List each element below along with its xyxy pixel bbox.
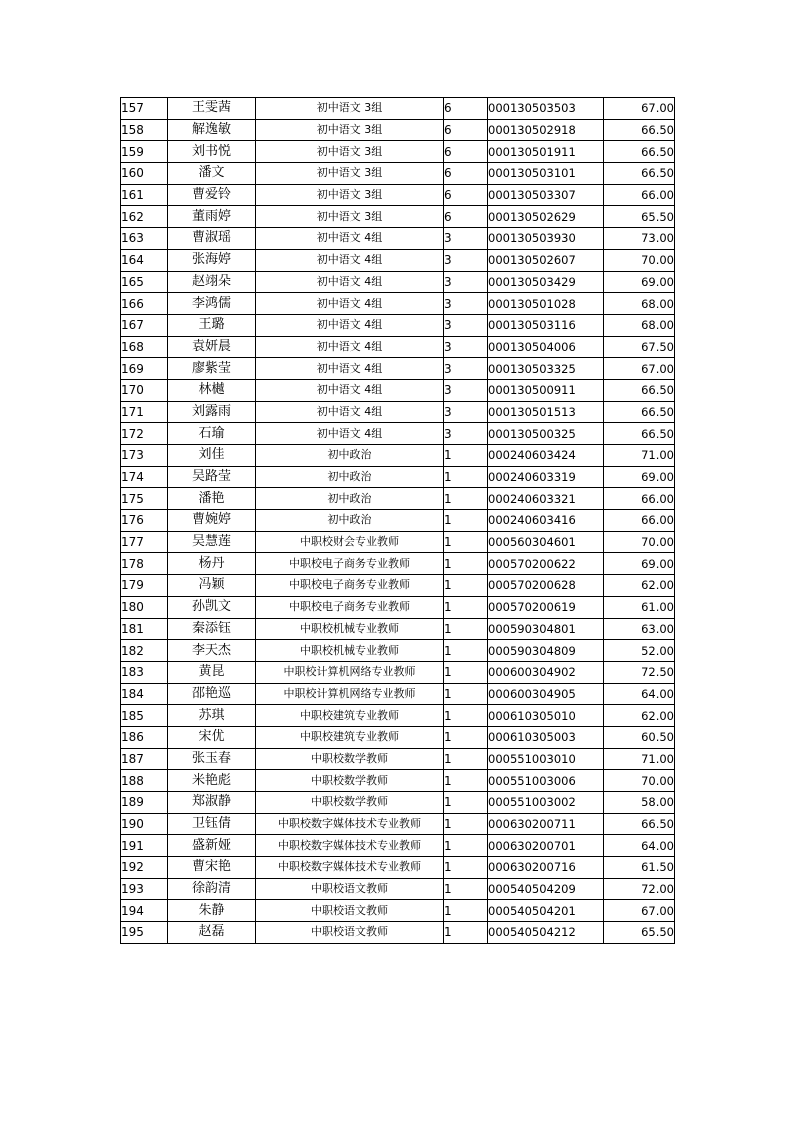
position-cell: 初中语文 4组 <box>256 379 444 401</box>
score-cell: 67.00 <box>604 358 675 380</box>
candidate-name-cell: 潘文 <box>168 163 256 185</box>
position-cell: 中职校语文教师 <box>256 878 444 900</box>
quota-cell: 1 <box>444 553 488 575</box>
score-cell: 61.00 <box>604 596 675 618</box>
exam-number-cell: 000610305003 <box>488 726 604 748</box>
table-row <box>121 922 675 944</box>
table-row <box>121 510 675 532</box>
row-seq-cell: 190 <box>121 813 168 835</box>
row-seq-cell: 195 <box>121 922 168 944</box>
row-seq-cell: 181 <box>121 618 168 640</box>
candidate-name-cell: 董雨婷 <box>168 206 256 228</box>
table-row <box>121 488 675 510</box>
exam-number-cell: 000130503101 <box>488 163 604 185</box>
row-seq-cell: 184 <box>121 683 168 705</box>
score-cell: 61.50 <box>604 857 675 879</box>
candidate-name-cell: 袁妍晨 <box>168 336 256 358</box>
candidate-name-cell: 曹婉婷 <box>168 510 256 532</box>
table-row <box>121 683 675 705</box>
candidate-name-cell: 李鸿儒 <box>168 293 256 315</box>
exam-number-cell: 000600304905 <box>488 683 604 705</box>
row-seq-cell: 193 <box>121 878 168 900</box>
table-row <box>121 336 675 358</box>
row-seq-cell: 185 <box>121 705 168 727</box>
quota-cell: 6 <box>444 184 488 206</box>
exam-number-cell: 000130504006 <box>488 336 604 358</box>
candidate-name-cell: 赵磊 <box>168 922 256 944</box>
candidate-name-cell: 曹淑瑶 <box>168 228 256 250</box>
table-row <box>121 748 675 770</box>
score-cell: 70.00 <box>604 249 675 271</box>
candidate-name-cell: 刘佳 <box>168 445 256 467</box>
quota-cell: 1 <box>444 531 488 553</box>
row-seq-cell: 164 <box>121 249 168 271</box>
candidate-name-cell: 吴路莹 <box>168 466 256 488</box>
position-cell: 中职校语文教师 <box>256 900 444 922</box>
table-row <box>121 596 675 618</box>
candidate-name-cell: 刘露雨 <box>168 401 256 423</box>
candidate-name-cell: 张海婷 <box>168 249 256 271</box>
table-row <box>121 878 675 900</box>
quota-cell: 3 <box>444 401 488 423</box>
quota-cell: 1 <box>444 488 488 510</box>
exam-number-cell: 000130503429 <box>488 271 604 293</box>
position-cell: 初中语文 4组 <box>256 423 444 445</box>
row-seq-cell: 167 <box>121 314 168 336</box>
quota-cell: 1 <box>444 596 488 618</box>
candidate-name-cell: 孙凯文 <box>168 596 256 618</box>
score-cell: 68.00 <box>604 314 675 336</box>
quota-cell: 3 <box>444 271 488 293</box>
candidate-name-cell: 卫钰倩 <box>168 813 256 835</box>
quota-cell: 3 <box>444 314 488 336</box>
position-cell: 中职校数字媒体技术专业教师 <box>256 835 444 857</box>
score-cell: 71.00 <box>604 445 675 467</box>
exam-number-cell: 000551003010 <box>488 748 604 770</box>
score-cell: 73.00 <box>604 228 675 250</box>
score-cell: 69.00 <box>604 553 675 575</box>
quota-cell: 1 <box>444 661 488 683</box>
exam-number-cell: 000570200628 <box>488 575 604 597</box>
quota-cell: 1 <box>444 618 488 640</box>
candidate-name-cell: 王璐 <box>168 314 256 336</box>
quota-cell: 6 <box>444 141 488 163</box>
table-row <box>121 314 675 336</box>
row-seq-cell: 186 <box>121 726 168 748</box>
position-cell: 中职校数学教师 <box>256 792 444 814</box>
score-cell: 66.00 <box>604 510 675 532</box>
score-cell: 66.00 <box>604 488 675 510</box>
candidate-name-cell: 朱静 <box>168 900 256 922</box>
candidate-name-cell: 米艳彪 <box>168 770 256 792</box>
candidate-name-cell: 曹爱铃 <box>168 184 256 206</box>
score-cell: 66.00 <box>604 184 675 206</box>
candidate-table <box>120 97 675 944</box>
row-seq-cell: 162 <box>121 206 168 228</box>
quota-cell: 1 <box>444 813 488 835</box>
quota-cell: 1 <box>444 900 488 922</box>
exam-number-cell: 000130502607 <box>488 249 604 271</box>
candidate-name-cell: 邵艳巡 <box>168 683 256 705</box>
exam-number-cell: 000630200701 <box>488 835 604 857</box>
position-cell: 初中语文 4组 <box>256 314 444 336</box>
position-cell: 初中语文 4组 <box>256 401 444 423</box>
exam-number-cell: 000551003006 <box>488 770 604 792</box>
score-cell: 62.00 <box>604 575 675 597</box>
position-cell: 中职校语文教师 <box>256 922 444 944</box>
position-cell: 初中语文 4组 <box>256 271 444 293</box>
candidate-name-cell: 林樾 <box>168 379 256 401</box>
quota-cell: 1 <box>444 922 488 944</box>
table-row <box>121 445 675 467</box>
exam-number-cell: 000130500911 <box>488 379 604 401</box>
candidate-name-cell: 苏琪 <box>168 705 256 727</box>
table-row <box>121 98 675 120</box>
row-seq-cell: 160 <box>121 163 168 185</box>
quota-cell: 1 <box>444 683 488 705</box>
score-cell: 67.00 <box>604 98 675 120</box>
quota-cell: 3 <box>444 249 488 271</box>
row-seq-cell: 159 <box>121 141 168 163</box>
score-cell: 63.00 <box>604 618 675 640</box>
candidate-name-cell: 张玉春 <box>168 748 256 770</box>
exam-number-cell: 000130502918 <box>488 119 604 141</box>
score-cell: 66.50 <box>604 163 675 185</box>
score-cell: 70.00 <box>604 770 675 792</box>
exam-number-cell: 000240603424 <box>488 445 604 467</box>
quota-cell: 1 <box>444 857 488 879</box>
position-cell: 初中政治 <box>256 510 444 532</box>
quota-cell: 6 <box>444 163 488 185</box>
exam-number-cell: 000590304801 <box>488 618 604 640</box>
position-cell: 初中语文 3组 <box>256 98 444 120</box>
position-cell: 初中语文 4组 <box>256 358 444 380</box>
table-row <box>121 249 675 271</box>
exam-number-cell: 000570200622 <box>488 553 604 575</box>
score-cell: 68.00 <box>604 293 675 315</box>
row-seq-cell: 177 <box>121 531 168 553</box>
quota-cell: 3 <box>444 358 488 380</box>
candidate-name-cell: 李天杰 <box>168 640 256 662</box>
table-row <box>121 770 675 792</box>
candidate-name-cell: 盛新娅 <box>168 835 256 857</box>
position-cell: 中职校数学教师 <box>256 770 444 792</box>
score-cell: 66.50 <box>604 423 675 445</box>
row-seq-cell: 174 <box>121 466 168 488</box>
exam-number-cell: 000130503116 <box>488 314 604 336</box>
score-cell: 52.00 <box>604 640 675 662</box>
score-cell: 65.50 <box>604 922 675 944</box>
score-cell: 58.00 <box>604 792 675 814</box>
candidate-name-cell: 冯颖 <box>168 575 256 597</box>
quota-cell: 3 <box>444 293 488 315</box>
exam-number-cell: 000130501911 <box>488 141 604 163</box>
candidate-name-cell: 廖紫莹 <box>168 358 256 380</box>
quota-cell: 3 <box>444 336 488 358</box>
row-seq-cell: 170 <box>121 379 168 401</box>
candidate-name-cell: 吴慧莲 <box>168 531 256 553</box>
exam-number-cell: 000600304902 <box>488 661 604 683</box>
candidate-name-cell: 潘艳 <box>168 488 256 510</box>
quota-cell: 3 <box>444 379 488 401</box>
candidate-name-cell: 杨丹 <box>168 553 256 575</box>
position-cell: 中职校电子商务专业教师 <box>256 575 444 597</box>
row-seq-cell: 178 <box>121 553 168 575</box>
score-cell: 66.50 <box>604 813 675 835</box>
score-cell: 64.00 <box>604 683 675 705</box>
score-cell: 66.50 <box>604 141 675 163</box>
row-seq-cell: 166 <box>121 293 168 315</box>
row-seq-cell: 169 <box>121 358 168 380</box>
exam-number-cell: 000130503930 <box>488 228 604 250</box>
position-cell: 初中语文 4组 <box>256 336 444 358</box>
table-row <box>121 705 675 727</box>
table-row <box>121 119 675 141</box>
position-cell: 中职校电子商务专业教师 <box>256 553 444 575</box>
table-row <box>121 661 675 683</box>
table-row <box>121 900 675 922</box>
quota-cell: 1 <box>444 878 488 900</box>
exam-number-cell: 000130501028 <box>488 293 604 315</box>
score-cell: 64.00 <box>604 835 675 857</box>
quota-cell: 1 <box>444 835 488 857</box>
exam-number-cell: 000590304809 <box>488 640 604 662</box>
position-cell: 初中语文 3组 <box>256 184 444 206</box>
score-cell: 66.50 <box>604 119 675 141</box>
position-cell: 初中政治 <box>256 488 444 510</box>
quota-cell: 6 <box>444 119 488 141</box>
exam-number-cell: 000240603416 <box>488 510 604 532</box>
candidate-name-cell: 曹宋艳 <box>168 857 256 879</box>
row-seq-cell: 176 <box>121 510 168 532</box>
quota-cell: 1 <box>444 445 488 467</box>
row-seq-cell: 171 <box>121 401 168 423</box>
score-cell: 66.50 <box>604 401 675 423</box>
table-row <box>121 423 675 445</box>
position-cell: 中职校机械专业教师 <box>256 618 444 640</box>
quota-cell: 1 <box>444 705 488 727</box>
table-row <box>121 358 675 380</box>
quota-cell: 1 <box>444 770 488 792</box>
table-row <box>121 640 675 662</box>
table-row <box>121 792 675 814</box>
row-seq-cell: 191 <box>121 835 168 857</box>
row-seq-cell: 187 <box>121 748 168 770</box>
table-row <box>121 813 675 835</box>
exam-number-cell: 000240603319 <box>488 466 604 488</box>
row-seq-cell: 157 <box>121 98 168 120</box>
score-cell: 69.00 <box>604 466 675 488</box>
table-row <box>121 726 675 748</box>
position-cell: 初中政治 <box>256 445 444 467</box>
row-seq-cell: 179 <box>121 575 168 597</box>
row-seq-cell: 173 <box>121 445 168 467</box>
quota-cell: 1 <box>444 466 488 488</box>
row-seq-cell: 188 <box>121 770 168 792</box>
exam-number-cell: 000240603321 <box>488 488 604 510</box>
candidate-name-cell: 黄昆 <box>168 661 256 683</box>
row-seq-cell: 158 <box>121 119 168 141</box>
position-cell: 中职校电子商务专业教师 <box>256 596 444 618</box>
position-cell: 中职校计算机网络专业教师 <box>256 683 444 705</box>
row-seq-cell: 161 <box>121 184 168 206</box>
row-seq-cell: 168 <box>121 336 168 358</box>
table-row <box>121 293 675 315</box>
quota-cell: 1 <box>444 510 488 532</box>
candidate-name-cell: 赵翊朵 <box>168 271 256 293</box>
row-seq-cell: 175 <box>121 488 168 510</box>
exam-number-cell: 000130502629 <box>488 206 604 228</box>
table-row <box>121 531 675 553</box>
position-cell: 中职校数字媒体技术专业教师 <box>256 857 444 879</box>
exam-number-cell: 000130501513 <box>488 401 604 423</box>
exam-number-cell: 000540504209 <box>488 878 604 900</box>
table-row <box>121 184 675 206</box>
score-cell: 60.50 <box>604 726 675 748</box>
exam-number-cell: 000551003002 <box>488 792 604 814</box>
exam-number-cell: 000130503325 <box>488 358 604 380</box>
candidate-name-cell: 王雯茜 <box>168 98 256 120</box>
position-cell: 中职校计算机网络专业教师 <box>256 661 444 683</box>
position-cell: 初中语文 4组 <box>256 293 444 315</box>
row-seq-cell: 165 <box>121 271 168 293</box>
table-row <box>121 835 675 857</box>
row-seq-cell: 180 <box>121 596 168 618</box>
position-cell: 中职校建筑专业教师 <box>256 726 444 748</box>
quota-cell: 1 <box>444 792 488 814</box>
row-seq-cell: 183 <box>121 661 168 683</box>
position-cell: 中职校数字媒体技术专业教师 <box>256 813 444 835</box>
candidate-name-cell: 刘书悦 <box>168 141 256 163</box>
table-row <box>121 401 675 423</box>
table-row <box>121 553 675 575</box>
exam-number-cell: 000130503503 <box>488 98 604 120</box>
table-row <box>121 857 675 879</box>
position-cell: 初中语文 3组 <box>256 141 444 163</box>
quota-cell: 6 <box>444 98 488 120</box>
table-row <box>121 206 675 228</box>
exam-number-cell: 000570200619 <box>488 596 604 618</box>
candidate-table-body <box>121 98 675 944</box>
row-seq-cell: 194 <box>121 900 168 922</box>
table-row <box>121 575 675 597</box>
exam-number-cell: 000540504212 <box>488 922 604 944</box>
position-cell: 初中语文 4组 <box>256 228 444 250</box>
position-cell: 中职校财会专业教师 <box>256 531 444 553</box>
candidate-name-cell: 秦添钰 <box>168 618 256 640</box>
quota-cell: 1 <box>444 640 488 662</box>
exam-number-cell: 000560304601 <box>488 531 604 553</box>
position-cell: 中职校建筑专业教师 <box>256 705 444 727</box>
position-cell: 初中语文 4组 <box>256 249 444 271</box>
table-row <box>121 618 675 640</box>
exam-number-cell: 000630200711 <box>488 813 604 835</box>
quota-cell: 1 <box>444 575 488 597</box>
position-cell: 中职校数学教师 <box>256 748 444 770</box>
score-cell: 62.00 <box>604 705 675 727</box>
table-row <box>121 271 675 293</box>
position-cell: 初中政治 <box>256 466 444 488</box>
row-seq-cell: 192 <box>121 857 168 879</box>
quota-cell: 1 <box>444 748 488 770</box>
quota-cell: 3 <box>444 423 488 445</box>
score-cell: 66.50 <box>604 379 675 401</box>
table-row <box>121 466 675 488</box>
table-row <box>121 163 675 185</box>
table-row <box>121 379 675 401</box>
row-seq-cell: 189 <box>121 792 168 814</box>
score-cell: 71.00 <box>604 748 675 770</box>
score-cell: 67.50 <box>604 336 675 358</box>
candidate-name-cell: 郑淑静 <box>168 792 256 814</box>
exam-number-cell: 000130503307 <box>488 184 604 206</box>
score-cell: 65.50 <box>604 206 675 228</box>
candidate-name-cell: 石瑜 <box>168 423 256 445</box>
exam-number-cell: 000610305010 <box>488 705 604 727</box>
score-cell: 70.00 <box>604 531 675 553</box>
candidate-name-cell: 解逸敏 <box>168 119 256 141</box>
table-row <box>121 228 675 250</box>
exam-number-cell: 000130500325 <box>488 423 604 445</box>
table-row <box>121 141 675 163</box>
score-cell: 72.00 <box>604 878 675 900</box>
exam-number-cell: 000630200716 <box>488 857 604 879</box>
quota-cell: 3 <box>444 228 488 250</box>
score-cell: 69.00 <box>604 271 675 293</box>
quota-cell: 6 <box>444 206 488 228</box>
position-cell: 初中语文 3组 <box>256 163 444 185</box>
row-seq-cell: 182 <box>121 640 168 662</box>
candidate-name-cell: 宋优 <box>168 726 256 748</box>
position-cell: 初中语文 3组 <box>256 206 444 228</box>
row-seq-cell: 163 <box>121 228 168 250</box>
row-seq-cell: 172 <box>121 423 168 445</box>
exam-number-cell: 000540504201 <box>488 900 604 922</box>
position-cell: 中职校机械专业教师 <box>256 640 444 662</box>
candidate-name-cell: 徐韵清 <box>168 878 256 900</box>
score-cell: 67.00 <box>604 900 675 922</box>
score-cell: 72.50 <box>604 661 675 683</box>
quota-cell: 1 <box>444 726 488 748</box>
position-cell: 初中语文 3组 <box>256 119 444 141</box>
